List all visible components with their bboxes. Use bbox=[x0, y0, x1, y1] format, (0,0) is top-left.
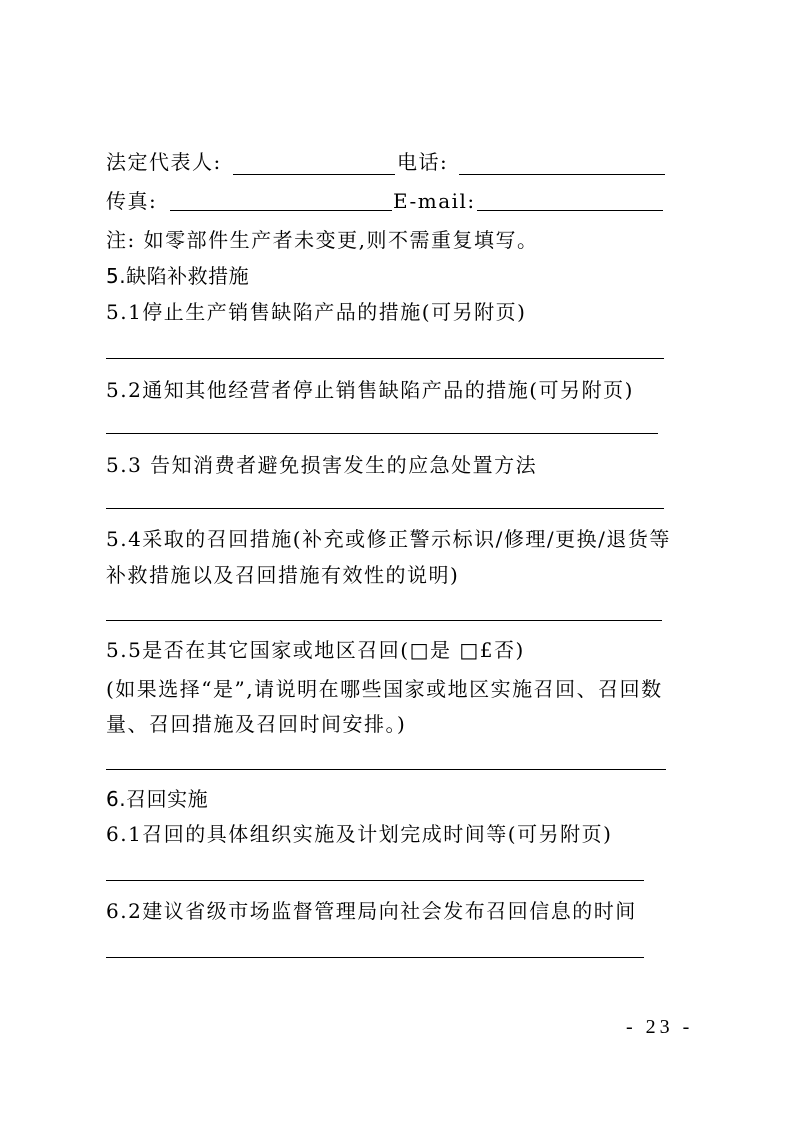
phone-label: 电话: bbox=[397, 150, 449, 174]
answer-5-2-line[interactable] bbox=[106, 433, 658, 434]
legal-rep-field[interactable] bbox=[233, 174, 395, 175]
question-6-2: 6.2建议省级市场监督管理局向社会发布召回信息的时间 bbox=[106, 899, 637, 923]
question-5-4-line1: 5.4采取的召回措施(补充或修正警示标识/修理/更换/退货等 bbox=[106, 527, 671, 551]
page-number: - 23 - bbox=[626, 1016, 694, 1038]
email-label: E-mail: bbox=[393, 189, 476, 213]
answer-5-3-line[interactable] bbox=[106, 508, 664, 509]
legal-rep-label: 法定代表人: bbox=[106, 150, 222, 174]
question-5-1: 5.1停止生产销售缺陷产品的措施(可另附页) bbox=[106, 300, 527, 324]
question-5-5-line3: 量、召回措施及召回时间安排。) bbox=[106, 712, 407, 736]
section-5-title: 5.缺陷补救措施 bbox=[106, 264, 250, 288]
answer-5-5-line[interactable] bbox=[106, 769, 666, 770]
fax-field[interactable] bbox=[170, 210, 392, 211]
question-5-5-line1: 5.5是否在其它国家或地区召回(□是 □£否) bbox=[106, 638, 525, 662]
question-6-1: 6.1召回的具体组织实施及计划完成时间等(可另附页) bbox=[106, 822, 613, 846]
question-5-4-line2: 补救措施以及召回措施有效性的说明) bbox=[106, 563, 460, 587]
answer-5-4-line[interactable] bbox=[106, 620, 662, 621]
email-field[interactable] bbox=[477, 210, 663, 211]
section-6-title: 6.召回实施 bbox=[106, 787, 209, 811]
question-5-3: 5.3 告知消费者避免损害发生的应急处置方法 bbox=[106, 453, 538, 477]
question-5-5-line2: (如果选择“是”,请说明在哪些国家或地区实施召回、召回数 bbox=[106, 677, 663, 701]
question-5-2: 5.2通知其他经营者停止销售缺陷产品的措施(可另附页) bbox=[106, 378, 634, 402]
answer-6-2-line[interactable] bbox=[106, 957, 644, 958]
answer-6-1-line[interactable] bbox=[106, 880, 644, 881]
fax-label: 传真: bbox=[106, 189, 158, 213]
note-text: 注: 如零部件生产者未变更,则不需重复填写。 bbox=[106, 228, 539, 252]
phone-field[interactable] bbox=[459, 174, 665, 175]
answer-5-1-line[interactable] bbox=[106, 358, 664, 359]
